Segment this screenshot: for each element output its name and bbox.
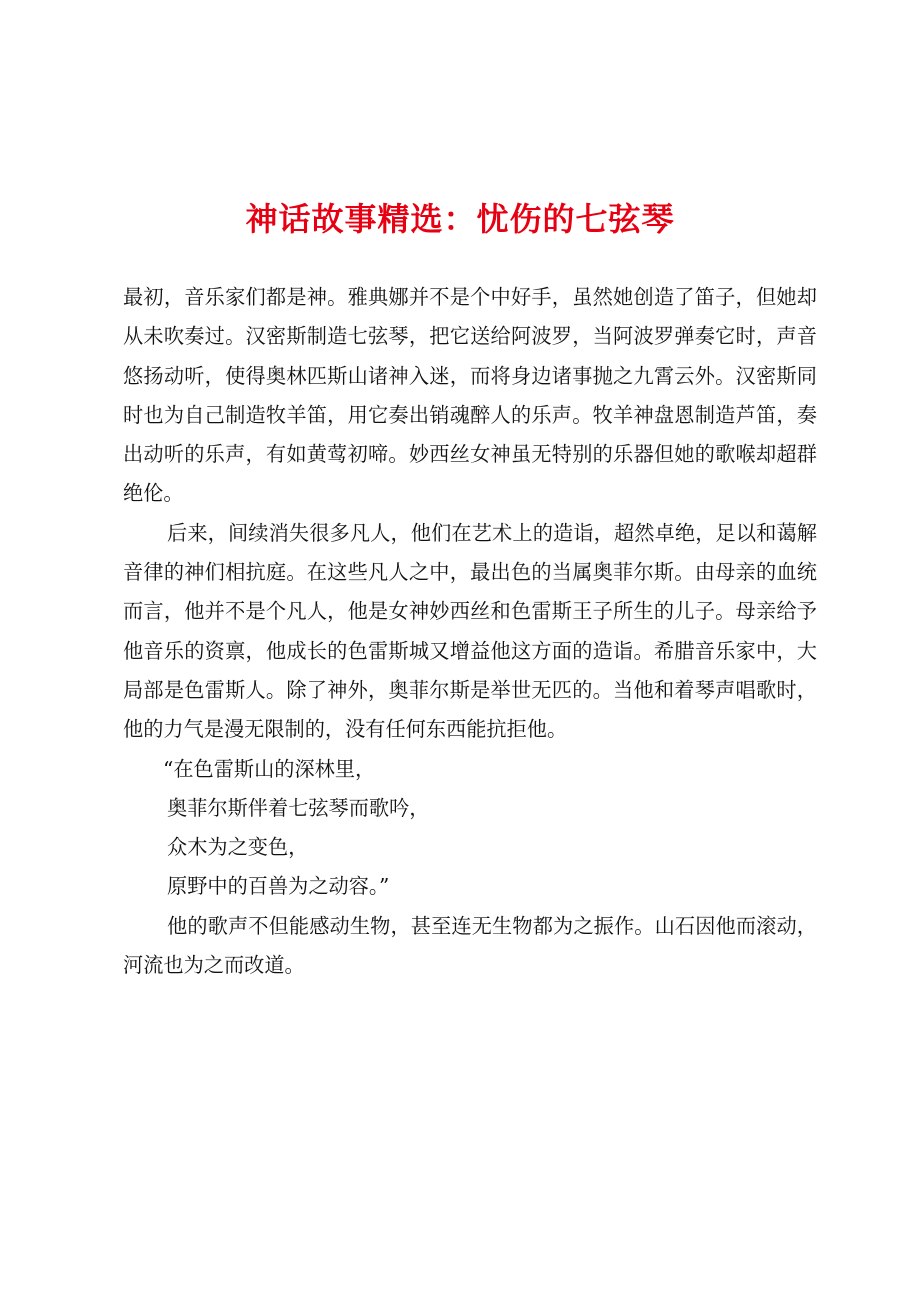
- document-title: 神话故事精选：忧伤的七弦琴: [245, 200, 675, 238]
- verse-line-4: 原野中的百兽为之动容。”: [167, 874, 390, 899]
- paragraph-2: 后来，间续消失很多凡人，他们在艺术上的造诣，超然卓绝，足以和蔼解音律的神们相抗庭。在这些凡人之中，最出色的当属奥菲尔斯。由母亲的血统而言，他并不是个凡人，他是女神妙西丝和色雷斯王子所生的儿子。母亲给予他音乐的资禀，他成长的色雷斯城又增益他这方面的造诣。希腊音乐家中，大局部是色雷斯人。除了神外，奥菲尔斯是举世无匹的。当他和着琴声唱歌时，他的力气是漫无限制的，没有任何东西能抗拒他。: [123, 520, 817, 742]
- verse-line-1: “在色雷斯山的深林里，: [163, 756, 376, 781]
- verse-line-3: 众木为之变色，: [167, 835, 309, 860]
- paragraph-1: 最初，音乐家们都是神。雅典娜并不是个中好手，虽然她创造了笛子，但她却从未吹奏过。汉密斯制造七弦琴，把它送给阿波罗，当阿波罗弹奏它时，声音悠扬动听，使得奥林匹斯山诸神入迷，而将身边诸事抛之九霄云外。汉密斯同时也为自己制造牧羊笛，用它奏出销魂醉人的乐声。牧羊神盘恩制造芦笛，奏出动听的乐声，有如黄莺初啼。妙西丝女神虽无特别的乐器但她的歌喉却超群绝伦。: [123, 285, 817, 506]
- paragraph-3: 他的歌声不但能感动生物，甚至连无生物都为之振作。山石因他而滚动，河流也为之而改道。: [123, 913, 817, 978]
- verse-line-2: 奥菲尔斯伴着七弦琴而歌吟，: [167, 795, 430, 820]
- document-body: [123, 278, 817, 985]
